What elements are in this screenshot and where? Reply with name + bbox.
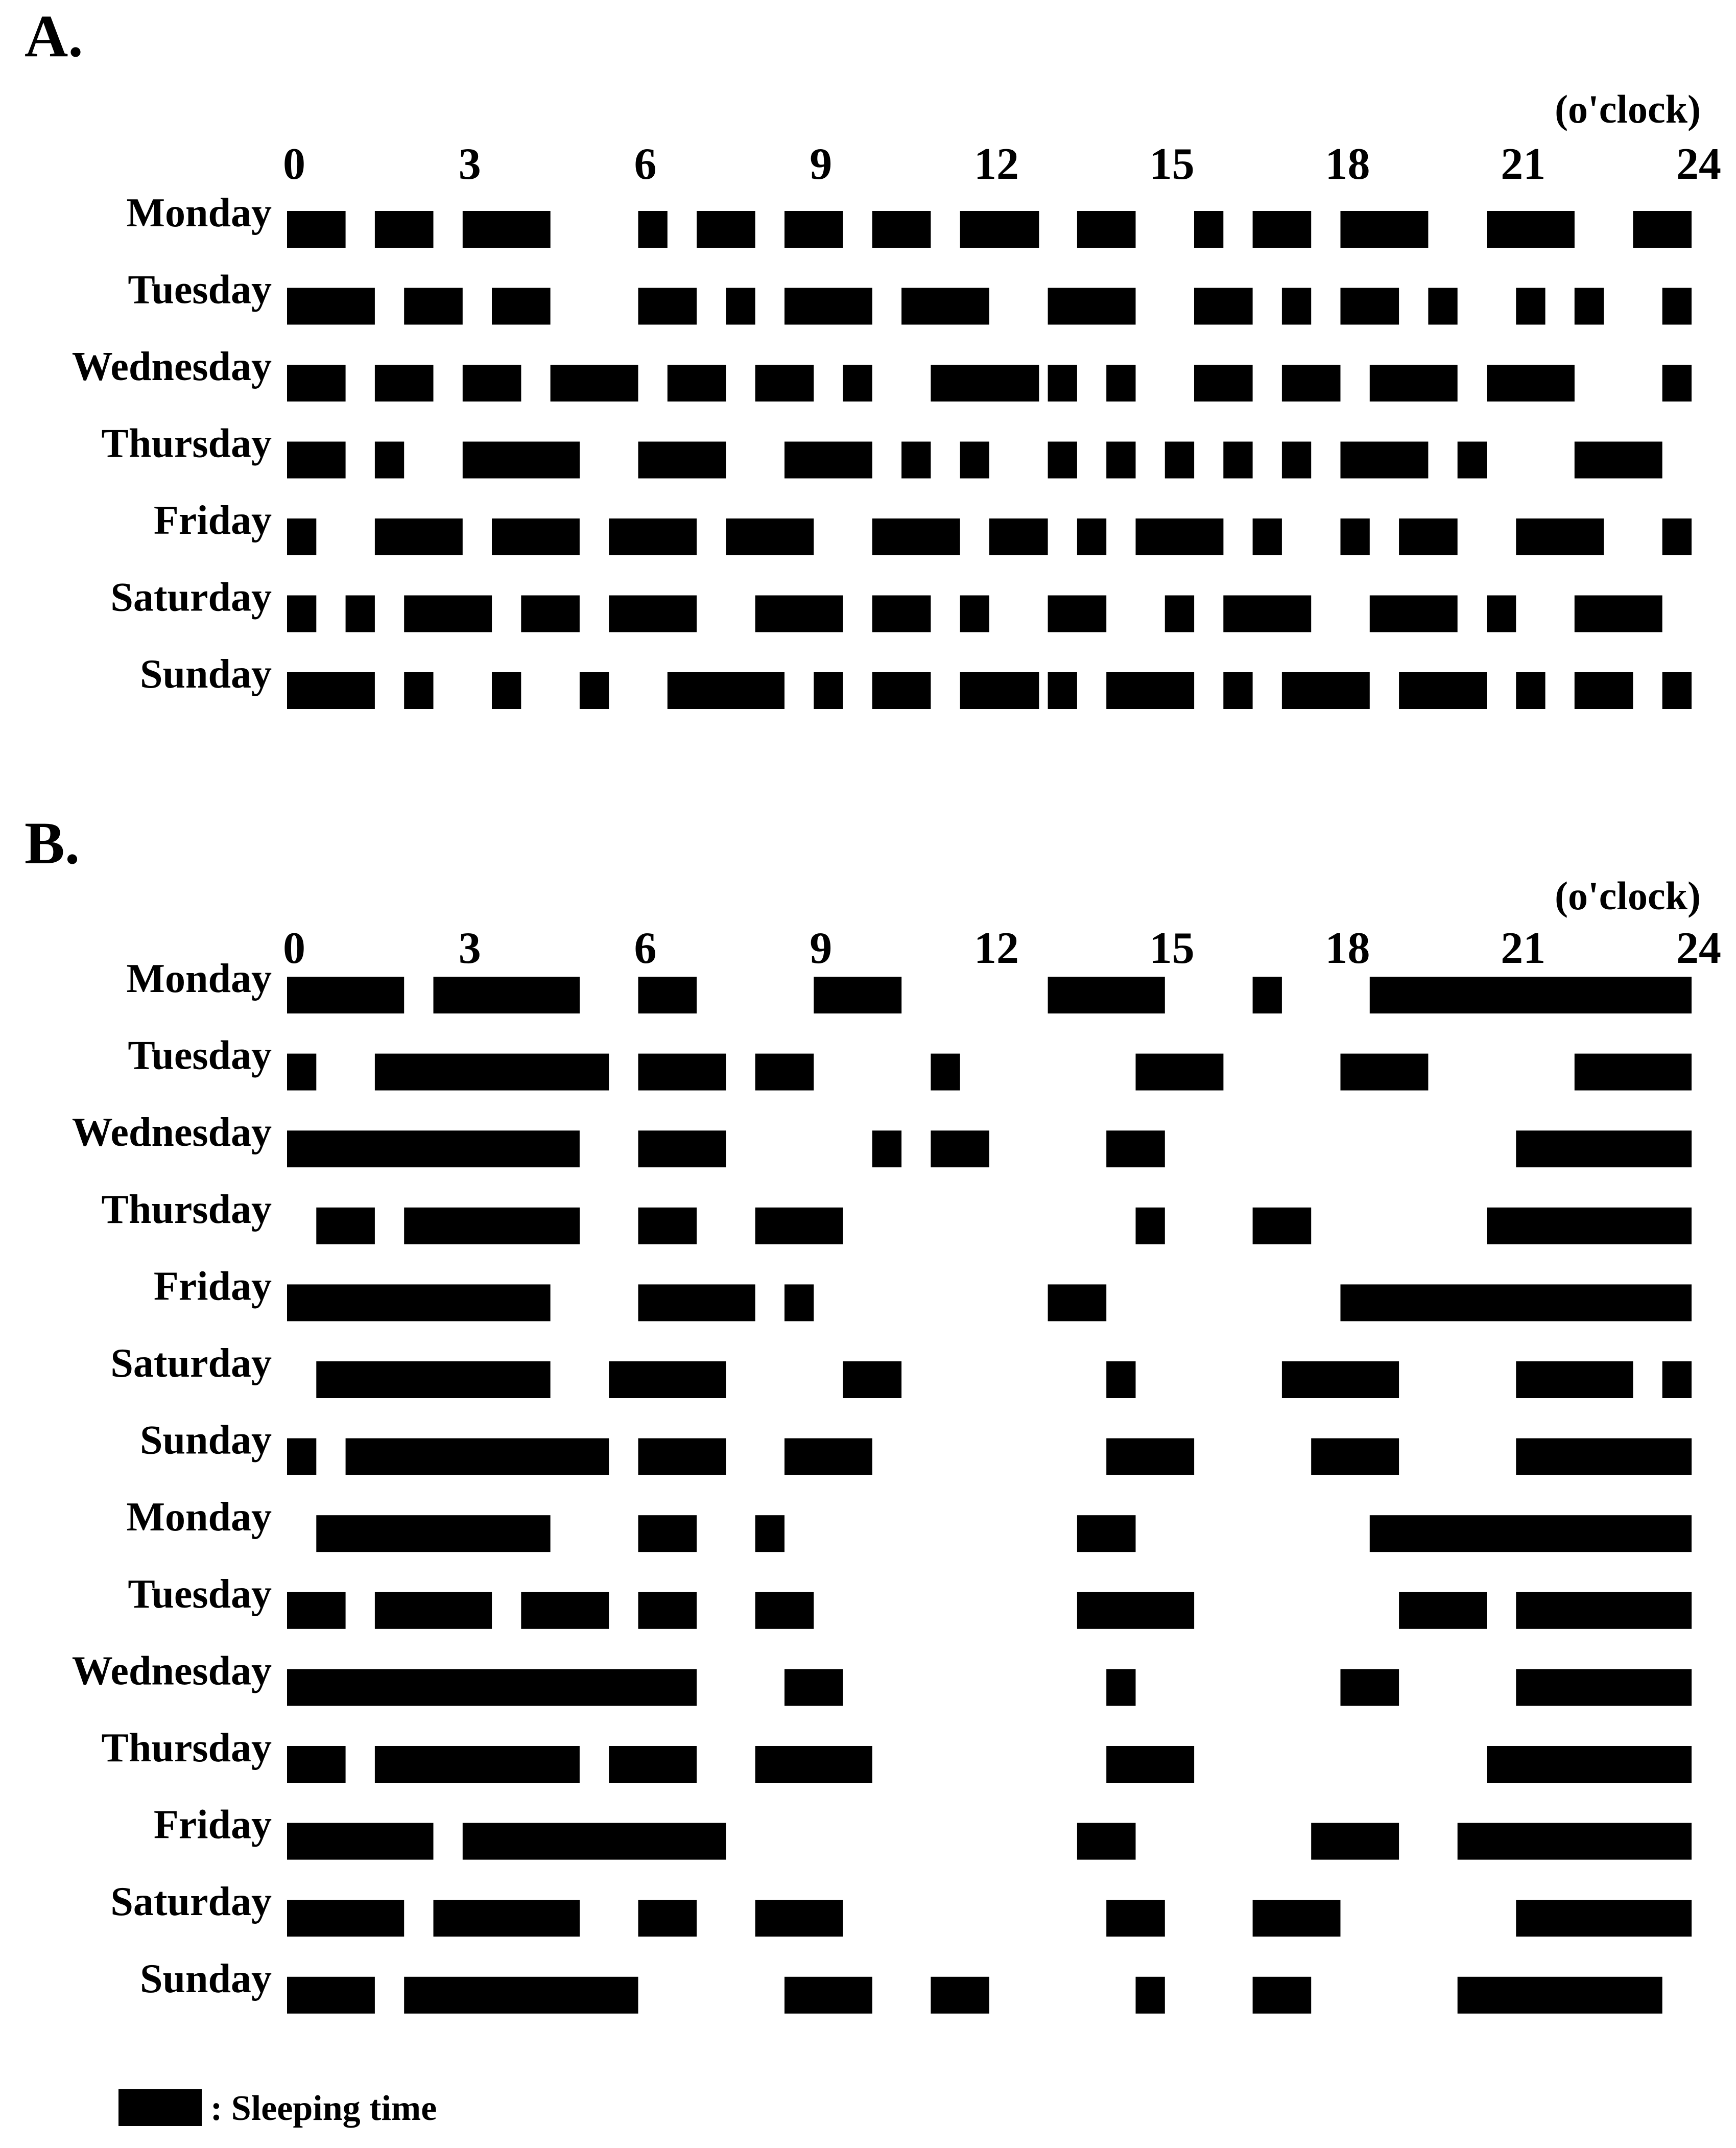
day-row — [72, 1648, 1692, 1706]
sleep-bar — [755, 1515, 784, 1552]
sleep-bar — [1106, 672, 1194, 709]
sleep-bar — [1048, 977, 1165, 1013]
sleep-bar — [872, 518, 960, 555]
sleep-bar — [1253, 518, 1282, 555]
x-tick-label: 24 — [1676, 139, 1721, 189]
sleep-bar — [1048, 288, 1136, 325]
sleep-bar — [1253, 977, 1282, 1013]
sleep-bar — [638, 1284, 755, 1321]
day-label: Friday — [153, 1802, 272, 1848]
sleep-bar — [1311, 1438, 1399, 1475]
sleep-bar — [609, 518, 697, 555]
sleep-bar — [872, 211, 931, 248]
day-label: Tuesday — [128, 267, 272, 313]
day-label: Monday — [126, 191, 272, 235]
day-label: Wednesday — [72, 344, 272, 389]
day-row — [128, 1572, 1692, 1629]
x-tick-label: 18 — [1325, 924, 1370, 973]
sleep-bar — [843, 1361, 902, 1398]
sleep-bar — [287, 1900, 404, 1937]
day-label: Wednesday — [72, 1648, 272, 1694]
sleep-bar — [784, 211, 843, 248]
x-tick-label: 3 — [458, 139, 481, 189]
sleep-bar — [638, 442, 726, 479]
sleep-bar — [609, 596, 697, 632]
sleep-bar — [1048, 442, 1077, 479]
day-row — [102, 1726, 1692, 1783]
sleep-bar — [1633, 211, 1692, 248]
sleep-bar — [960, 596, 989, 632]
sleep-bar — [697, 211, 755, 248]
sleep-bar — [287, 1054, 316, 1091]
day-label: Sunday — [140, 652, 272, 697]
sleep-bar — [1136, 1977, 1165, 2014]
day-label: Thursday — [101, 421, 272, 466]
sleep-bar — [1253, 1208, 1312, 1244]
sleep-bar — [638, 1438, 726, 1475]
day-row — [72, 1110, 1692, 1167]
sleep-bar — [784, 1977, 872, 2014]
sleep-bar — [1399, 672, 1487, 709]
sleep-bar — [1282, 365, 1341, 402]
sleep-bar — [1516, 1669, 1692, 1706]
sleep-bar — [1048, 596, 1107, 632]
sleep-bar — [1106, 1900, 1165, 1937]
sleep-bar — [1223, 596, 1311, 632]
sleep-bar — [1487, 1208, 1692, 1244]
x-tick-label: 3 — [458, 924, 481, 973]
sleep-bar — [287, 211, 346, 248]
sleep-bar — [287, 1438, 316, 1475]
legend-swatch — [118, 2089, 202, 2126]
day-row — [72, 344, 1692, 402]
sleep-bar — [638, 1900, 697, 1937]
sleep-bar — [931, 1054, 960, 1091]
x-tick-label: 24 — [1676, 924, 1721, 973]
sleep-bar — [434, 977, 580, 1013]
sleep-bar — [1253, 1977, 1312, 2014]
day-row — [140, 652, 1692, 709]
sleep-bar — [1282, 672, 1370, 709]
sleep-bar — [1194, 288, 1253, 325]
sleep-bar — [901, 442, 931, 479]
sleep-bar — [287, 365, 346, 402]
sleep-bar — [960, 211, 1039, 248]
sleep-bar — [1516, 672, 1545, 709]
sleep-bar — [1370, 365, 1458, 402]
sleep-bar — [375, 211, 434, 248]
x-tick-label: 12 — [974, 924, 1019, 973]
sleep-bar — [638, 1054, 726, 1091]
sleep-bar — [580, 672, 609, 709]
sleep-bar — [1662, 288, 1692, 325]
day-row — [128, 268, 1692, 325]
day-label: Tuesday — [128, 1033, 272, 1078]
sleep-bar — [1106, 1746, 1194, 1783]
sleep-bar — [638, 211, 668, 248]
sleep-bar — [1458, 1977, 1662, 2014]
sleep-bar — [989, 518, 1048, 555]
day-label: Wednesday — [72, 1110, 272, 1155]
x-tick-label: 6 — [634, 924, 657, 973]
x-tick-label: 15 — [1149, 924, 1195, 973]
sleep-bar — [755, 1054, 814, 1091]
sleep-bar — [1370, 596, 1458, 632]
sleep-bar — [638, 288, 697, 325]
sleep-bar — [287, 977, 404, 1013]
day-row — [110, 1879, 1692, 1937]
sleep-bar — [755, 1592, 814, 1629]
sleep-bar — [1194, 365, 1253, 402]
sleep-bar — [1575, 596, 1662, 632]
sleep-bar — [287, 672, 375, 709]
sleep-bar — [755, 1208, 843, 1244]
sleep-bar — [1516, 1438, 1692, 1475]
sleep-bar — [1370, 977, 1692, 1013]
sleep-bar — [1487, 1746, 1692, 1783]
sleep-bar — [287, 1669, 697, 1706]
sleep-bar — [434, 1900, 580, 1937]
sleep-bar — [463, 1823, 726, 1860]
sleep-bar — [1487, 365, 1575, 402]
sleep-bar — [1194, 211, 1223, 248]
sleep-bar — [784, 1284, 814, 1321]
sleep-bar — [316, 1515, 550, 1552]
panel-b — [25, 810, 1721, 2014]
x-tick-label: 21 — [1501, 139, 1546, 189]
sleep-bar — [1106, 1130, 1165, 1167]
sleep-bar — [1662, 1361, 1692, 1398]
sleep-bar — [609, 1746, 697, 1783]
sleep-bar — [668, 365, 726, 402]
day-row — [110, 575, 1662, 632]
day-label: Saturday — [110, 1879, 272, 1925]
sleep-bar — [492, 672, 521, 709]
sleep-bar — [726, 288, 755, 325]
x-tick-label: 12 — [974, 139, 1019, 189]
x-tick-label: 21 — [1501, 924, 1546, 973]
sleep-bar — [1516, 1592, 1692, 1629]
sleep-bar — [1048, 672, 1077, 709]
sleep-bar — [638, 1130, 726, 1167]
sleep-bar — [755, 365, 814, 402]
sleep-bar — [1575, 1054, 1692, 1091]
day-row — [154, 498, 1692, 555]
sleep-bar — [1487, 211, 1575, 248]
sleep-bar — [872, 596, 931, 632]
day-row — [154, 1803, 1692, 1860]
sleep-bar — [1253, 211, 1312, 248]
sleep-bar — [1516, 518, 1604, 555]
x-tick-label: 9 — [810, 924, 833, 973]
sleep-bar — [960, 672, 1039, 709]
sleep-bar — [1458, 442, 1487, 479]
day-label: Friday — [153, 1264, 272, 1309]
sleep-bar — [1575, 442, 1662, 479]
sleep-bar — [375, 442, 404, 479]
sleep-bar — [1341, 1284, 1692, 1321]
sleep-bar — [1662, 365, 1692, 402]
day-row — [140, 1956, 1662, 2014]
sleep-bar — [1399, 1592, 1487, 1629]
sleep-bar — [1341, 288, 1399, 325]
day-label: Saturday — [110, 575, 272, 620]
sleep-bar — [287, 288, 375, 325]
day-row — [110, 1341, 1692, 1398]
sleep-bar — [755, 1746, 872, 1783]
sleep-bar — [316, 1208, 375, 1244]
x-tick-label: 6 — [634, 139, 657, 189]
sleep-bar — [1136, 518, 1224, 555]
sleep-bar — [814, 672, 843, 709]
sleep-bar — [1106, 1361, 1135, 1398]
x-tick-label: 9 — [810, 139, 833, 189]
sleep-bar — [1341, 1054, 1429, 1091]
sleep-bar — [316, 1361, 550, 1398]
sleep-bar — [1048, 1284, 1107, 1321]
sleep-bar — [492, 288, 551, 325]
sleep-bar — [404, 596, 492, 632]
panel-title: A. — [25, 3, 83, 69]
sleep-bar — [287, 1284, 551, 1321]
sleep-bar — [1516, 1900, 1692, 1937]
sleep-bar — [1106, 442, 1135, 479]
sleep-bar — [1077, 1515, 1136, 1552]
day-label: Sunday — [140, 1418, 272, 1463]
sleep-bar — [814, 977, 901, 1013]
sleep-bar — [1077, 211, 1136, 248]
sleep-bar — [346, 596, 375, 632]
sleep-bar — [1662, 518, 1692, 555]
day-row — [127, 191, 1692, 248]
day-label: Friday — [153, 498, 272, 543]
sleep-bar — [1136, 1208, 1165, 1244]
sleep-bar — [1428, 288, 1457, 325]
sleep-bar — [287, 1977, 375, 2014]
sleep-bar — [375, 1592, 492, 1629]
sleep-bar — [521, 596, 580, 632]
day-row — [128, 1033, 1692, 1091]
sleep-bar — [551, 365, 638, 402]
sleep-bar — [1136, 1054, 1224, 1091]
sleep-bar — [1282, 288, 1311, 325]
sleep-bar — [872, 672, 931, 709]
legend — [118, 2089, 437, 2128]
sleep-bar — [1223, 672, 1252, 709]
sleep-bar — [287, 596, 316, 632]
x-tick-label: 18 — [1325, 139, 1370, 189]
sleep-bar — [726, 518, 814, 555]
sleep-bar — [1341, 211, 1429, 248]
sleep-bar — [1106, 1438, 1194, 1475]
sleep-bar — [1106, 1669, 1135, 1706]
day-row — [102, 1187, 1692, 1244]
sleep-bar — [404, 288, 463, 325]
day-label: Saturday — [110, 1341, 272, 1386]
sleep-bar — [638, 1592, 697, 1629]
sleep-bar — [1077, 1823, 1136, 1860]
sleep-bar — [375, 1054, 609, 1091]
day-row — [127, 1495, 1692, 1552]
day-label: Sunday — [140, 1956, 272, 2001]
sleep-bar — [346, 1438, 609, 1475]
sleep-bar — [1458, 1823, 1692, 1860]
sleep-bar — [901, 288, 989, 325]
panel-title: B. — [25, 810, 80, 877]
sleep-bar — [1341, 1669, 1399, 1706]
sleep-bar — [287, 518, 316, 555]
sleep-bar — [1370, 1515, 1692, 1552]
day-label: Tuesday — [128, 1571, 272, 1617]
sleep-bar — [287, 1746, 346, 1783]
day-label: Thursday — [101, 1187, 272, 1232]
sleep-bar — [463, 442, 580, 479]
sleep-bar — [638, 1208, 697, 1244]
sleep-bar — [931, 1130, 989, 1167]
sleep-bar — [287, 1130, 580, 1167]
x-tick-label: 0 — [283, 924, 305, 973]
sleep-bar — [755, 596, 843, 632]
sleep-bar — [1575, 672, 1633, 709]
sleep-bar — [1399, 518, 1458, 555]
sleep-bar — [1311, 1823, 1399, 1860]
sleep-bar — [287, 1823, 434, 1860]
day-label: Monday — [126, 1495, 272, 1540]
day-label: Monday — [126, 956, 272, 1001]
sleep-bar — [638, 1515, 697, 1552]
sleep-bar — [375, 518, 463, 555]
sleep-bar — [931, 365, 1039, 402]
chart-panels — [25, 3, 1721, 2014]
day-row — [127, 956, 1692, 1013]
sleep-bar — [843, 365, 872, 402]
day-row — [102, 421, 1662, 479]
x-tick-label: 0 — [283, 139, 305, 189]
panel-a — [25, 3, 1721, 709]
sleep-bar — [784, 1669, 843, 1706]
sleep-bar — [1282, 1361, 1399, 1398]
sleep-bar — [1341, 442, 1429, 479]
sleep-bar — [463, 365, 521, 402]
sleep-bar — [1516, 1130, 1692, 1167]
day-row — [140, 1418, 1692, 1475]
sleep-bar — [1077, 1592, 1194, 1629]
sleep-bar — [287, 442, 346, 479]
sleep-bar — [1165, 442, 1194, 479]
sleep-bar — [1077, 518, 1106, 555]
sleep-bar — [609, 1361, 726, 1398]
x-axis-unit-label: (o'clock) — [1555, 87, 1701, 131]
x-axis-unit-label: (o'clock) — [1555, 874, 1701, 918]
x-tick-label: 15 — [1149, 139, 1195, 189]
sleep-bar — [1487, 596, 1516, 632]
sleep-bar — [404, 1208, 580, 1244]
sleep-bar — [404, 672, 433, 709]
sleep-bar — [404, 1977, 638, 2014]
sleep-bar — [1516, 1361, 1633, 1398]
sleep-bar — [1575, 288, 1604, 325]
sleep-bar — [638, 977, 697, 1013]
sleep-bar — [1253, 1900, 1341, 1937]
sleep-bar — [1048, 365, 1077, 402]
sleep-bar — [375, 1746, 580, 1783]
sleep-bar — [1516, 288, 1545, 325]
sleep-bar — [1282, 442, 1311, 479]
sleep-bar — [755, 1900, 843, 1937]
sleep-bar — [784, 1438, 872, 1475]
sleep-bar — [931, 1977, 989, 2014]
day-row — [154, 1264, 1692, 1321]
sleep-bar — [287, 1592, 346, 1629]
sleep-bar — [872, 1130, 901, 1167]
sleep-bar — [1165, 596, 1194, 632]
sleep-bar — [784, 442, 872, 479]
sleep-bar — [960, 442, 989, 479]
sleep-bar — [1223, 442, 1252, 479]
day-label: Thursday — [101, 1726, 272, 1771]
sleep-bar — [1662, 672, 1692, 709]
sleep-bar — [784, 288, 872, 325]
sleep-bar — [375, 365, 434, 402]
sleep-bar — [668, 672, 784, 709]
sleep-bar — [1106, 365, 1135, 402]
legend-label: : Sleeping time — [210, 2089, 437, 2128]
sleep-bar — [1341, 518, 1370, 555]
sleep-bar — [463, 211, 551, 248]
sleep-bar — [521, 1592, 609, 1629]
sleep-bar — [492, 518, 580, 555]
